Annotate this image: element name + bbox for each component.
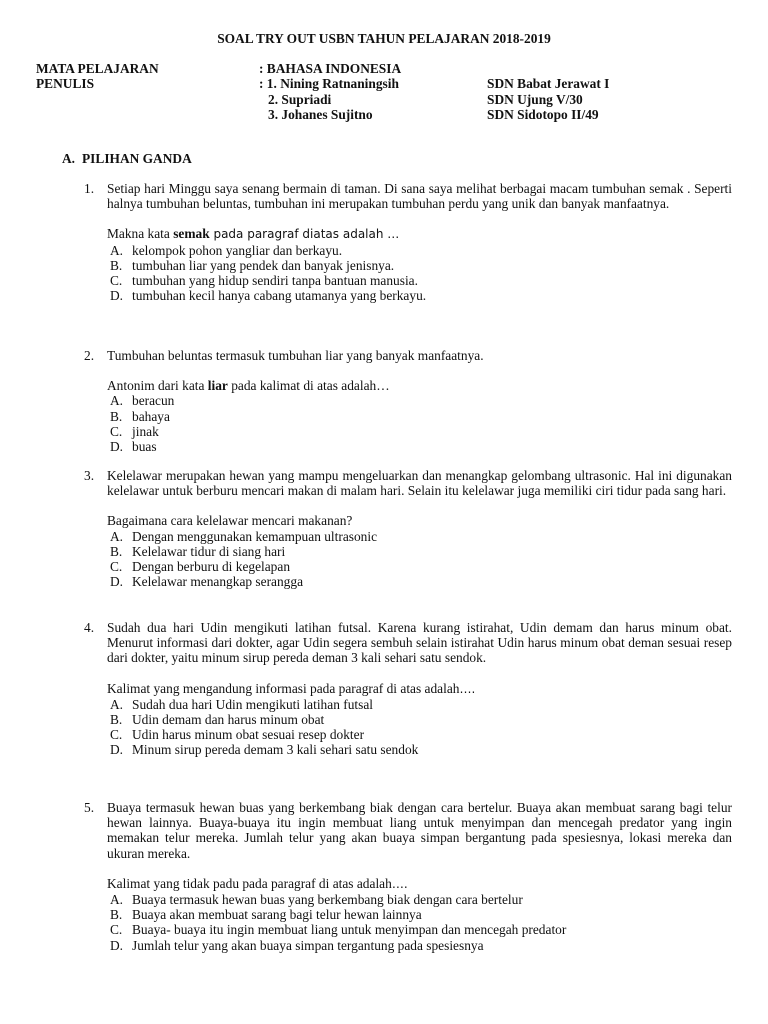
option-list (110, 243, 732, 304)
question-item (84, 800, 732, 953)
option-b[interactable]: B. Kelelawar tidur di siang hari (110, 543, 286, 559)
question-paragraph: Kelelawar merupakan hewan yang mampu mengeluarkan dan menangkap gelombang ultrasonic. Hal ini digunakan kelelawar untuk berburu mencari makan di malam hari. Selain itu kelelawar juga memiliki ciri tidur pada sang hari. (107, 468, 732, 499)
option-c[interactable]: C. tumbuhan yang hidup sendiri tanpa bantuan manusia. (110, 273, 418, 289)
option-a[interactable]: A. Dengan menggunakan kemampuan ultrasonic (110, 528, 378, 544)
option-list (110, 393, 732, 454)
question-item (84, 620, 732, 758)
option-d[interactable]: D. Jumlah telur yang akan buaya simpan tergantung pada spesiesnya (110, 937, 484, 953)
writer-name: 2. Supriadi (268, 92, 332, 107)
section-title: PILIHAN GANDA (82, 151, 192, 166)
option-a[interactable]: A. Buaya termasuk hewan buas yang berkembang biak dengan cara bertelur (110, 892, 523, 908)
option-a[interactable]: A. beracun (110, 393, 175, 409)
option-d[interactable]: D. Minum sirup pereda demam 3 kali sehari satu sendok (110, 742, 419, 758)
option-a[interactable]: A. kelompok pohon yangliar dan berkayu. (110, 242, 343, 258)
writer-name: 3. Johanes Sujitno (268, 107, 373, 122)
option-c[interactable]: C. Dengan berburu di kegelapan (110, 559, 291, 575)
option-b[interactable]: B. Udin demam dan harus minum obat (110, 712, 325, 728)
option-b[interactable]: B. bahaya (110, 408, 170, 424)
writer-name: : 1. Nining Ratnaningsih (259, 76, 399, 91)
question-paragraph: Buaya termasuk hewan buas yang berkembang biak dengan cara bertelur. Buaya akan membuat sarang bagi telur hewan lainnya. Buaya-buaya itu ingin membuat liang untuk menyimpan dan mencegah predator yang ingin memakan telur mereka. Jumlah telur yang akan buaya simpan bergantung pada spesiesnya, lokasi mereka dan ukuran mereka. (107, 800, 732, 861)
question-prompt: Kalimat yang mengandung informasi pada paragraf di atas adalah…. (107, 680, 476, 696)
question-paragraph: Sudah dua hari Udin mengikuti latihan futsal. Karena kurang istirahat, Udin demam dan harus minum obat. Menurut informasi dari dokter, agar Udin segera sembuh selain istirahat Udin harus minum obat deman sesuai resep dari dokter, yaitu minum sirup pereda deman 3 kali sehari satu sendok. (107, 620, 732, 666)
option-c[interactable]: C. jinak (110, 423, 159, 439)
question-prompt: Antonim dari kata liar pada kalimat di atas adalah… (107, 378, 390, 394)
question-number: 4. (84, 620, 95, 635)
question-number: 2. (84, 348, 95, 363)
option-a[interactable]: A. Sudah dua hari Udin mengikuti latihan futsal (110, 696, 373, 712)
question-prompt: Kalimat yang tidak padu pada paragraf di atas adalah…. (107, 875, 408, 891)
option-d[interactable]: D. tumbuhan kecil hanya cabang utamanya yang berkayu. (110, 288, 427, 304)
subject-value: : BAHASA INDONESIA (259, 61, 402, 76)
writer-label: PENULIS (36, 76, 95, 91)
question-number: 5. (84, 800, 95, 815)
option-c[interactable]: C. Udin harus minum obat sesuai resep dokter (110, 727, 365, 743)
document-title: SOAL TRY OUT USBN TAHUN PELAJARAN 2018-2019 (217, 31, 551, 46)
option-c[interactable]: C. Buaya- buaya itu ingin membuat liang untuk menyimpan dan mencegah predator (110, 922, 567, 938)
option-list (110, 697, 732, 758)
question-number: 3. (84, 468, 95, 483)
option-d[interactable]: D. Kelelawar menangkap serangga (110, 574, 304, 590)
option-b[interactable]: B. Buaya akan membuat sarang bagi telur hewan lainnya (110, 907, 422, 923)
option-d[interactable]: D. buas (110, 439, 157, 455)
question-paragraph: Tumbuhan beluntas termasuk tumbuhan liar yang banyak manfaatnya. (107, 348, 484, 363)
question-paragraph: Setiap hari Minggu saya senang bermain di taman. Di sana saya melihat berbagai macam tumbuhan semak . Seperti halnya tumbuhan beluntas, tumbuhan ini merupakan tumbuhan perdu yang unik dan banyak manfaatnya. (107, 181, 732, 212)
option-list (110, 892, 732, 953)
writer-school: SDN Sidotopo II/49 (487, 107, 599, 122)
writer-school: SDN Ujung V/30 (487, 92, 583, 107)
option-b[interactable]: B. tumbuhan liar yang pendek dan banyak jenisnya. (110, 257, 395, 273)
question-prompt: Bagaimana cara kelelawar mencari makanan? (107, 513, 353, 529)
writer-school: SDN Babat Jerawat I (487, 76, 610, 91)
question-prompt: Makna kata semak pada paragraf diatas adalah … (107, 226, 400, 242)
question-item (84, 468, 732, 589)
question-item (84, 181, 732, 303)
section-letter: A. (62, 151, 76, 166)
subject-label: MATA PELAJARAN (36, 61, 159, 76)
question-item (84, 348, 732, 454)
question-number: 1. (84, 181, 95, 196)
section-heading (62, 151, 192, 166)
option-list (110, 529, 732, 590)
